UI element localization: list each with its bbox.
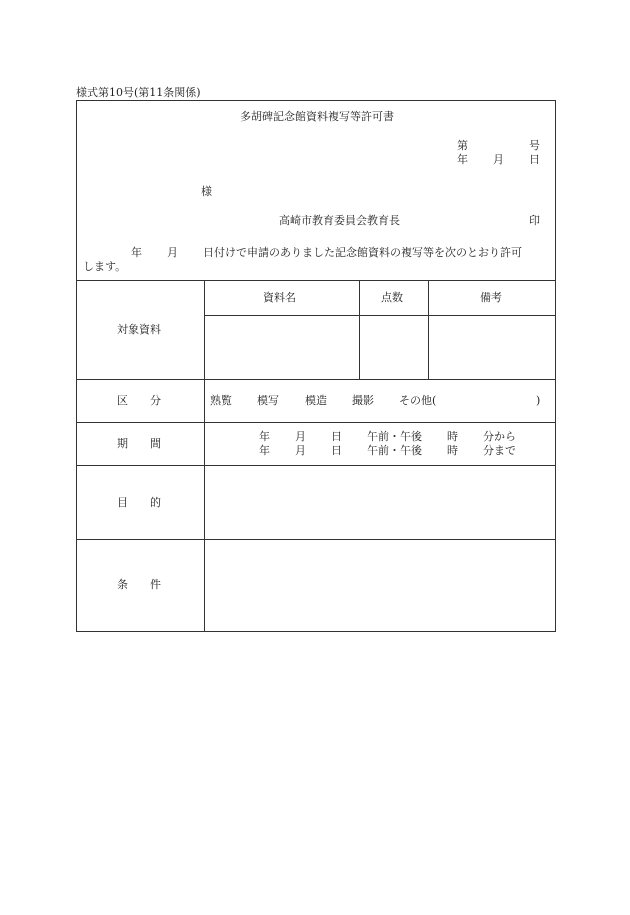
- number-suffix: 号: [529, 139, 540, 152]
- category-label: 区 分: [117, 394, 161, 407]
- period-from-year: 年: [259, 430, 270, 443]
- divider-materials-header: [204, 315, 555, 316]
- divider-period: [77, 465, 555, 466]
- issuer-name: 高崎市教育委員会教育長: [279, 214, 400, 227]
- issue-date-year: 年: [457, 153, 468, 166]
- materials-count-header: 点数: [381, 291, 403, 304]
- period-to-day: 日: [331, 444, 342, 457]
- period-to-month: 月: [295, 444, 306, 457]
- purpose-label: 目 的: [117, 496, 161, 509]
- category-option-photography: 撮影: [352, 394, 374, 407]
- statement-year: 年: [131, 246, 142, 259]
- count-column-divider: [359, 280, 360, 379]
- materials-remarks-header: 備考: [480, 291, 502, 304]
- statement-line2: します。: [83, 260, 127, 273]
- materials-label: 対象資料: [117, 323, 161, 336]
- category-option-viewing: 熟覧: [210, 394, 232, 407]
- statement-month: 月: [167, 246, 178, 259]
- period-to-ampm: 午前・午後: [367, 444, 422, 457]
- period-from-ampm: 午前・午後: [367, 430, 422, 443]
- category-option-copying: 模写: [257, 394, 279, 407]
- category-close-paren: ): [536, 394, 541, 407]
- issue-date-day: 日: [529, 153, 540, 166]
- conditions-label: 条 件: [117, 578, 161, 591]
- period-from-hour: 時: [447, 430, 458, 443]
- category-option-other: その他(: [399, 394, 437, 407]
- divider-header: [77, 280, 555, 281]
- number-prefix: 第: [457, 139, 468, 152]
- materials-name-header: 資料名: [263, 291, 296, 304]
- remarks-column-divider: [428, 280, 429, 379]
- period-from-month: 月: [295, 430, 306, 443]
- form-number-label: 様式第10号(第11条関係): [76, 86, 201, 99]
- divider-category: [77, 422, 555, 423]
- issue-date-month: 月: [493, 153, 504, 166]
- period-to-minute: 分まで: [483, 444, 516, 457]
- permit-form: [76, 100, 556, 632]
- seal-mark: 印: [529, 214, 540, 227]
- form-title: 多胡碑記念館資料複写等許可書: [240, 110, 394, 123]
- statement-line1: 日付けで申請のありました記念館資料の複写等を次のとおり許可: [203, 246, 522, 259]
- label-column-divider: [204, 280, 205, 631]
- period-label: 期 間: [117, 437, 161, 450]
- period-to-year: 年: [259, 444, 270, 457]
- divider-purpose: [77, 539, 555, 540]
- recipient-suffix: 様: [201, 185, 212, 198]
- divider-materials: [77, 379, 555, 380]
- period-from-minute: 分から: [483, 430, 516, 443]
- period-from-day: 日: [331, 430, 342, 443]
- category-option-replica: 模造: [305, 394, 327, 407]
- period-to-hour: 時: [447, 444, 458, 457]
